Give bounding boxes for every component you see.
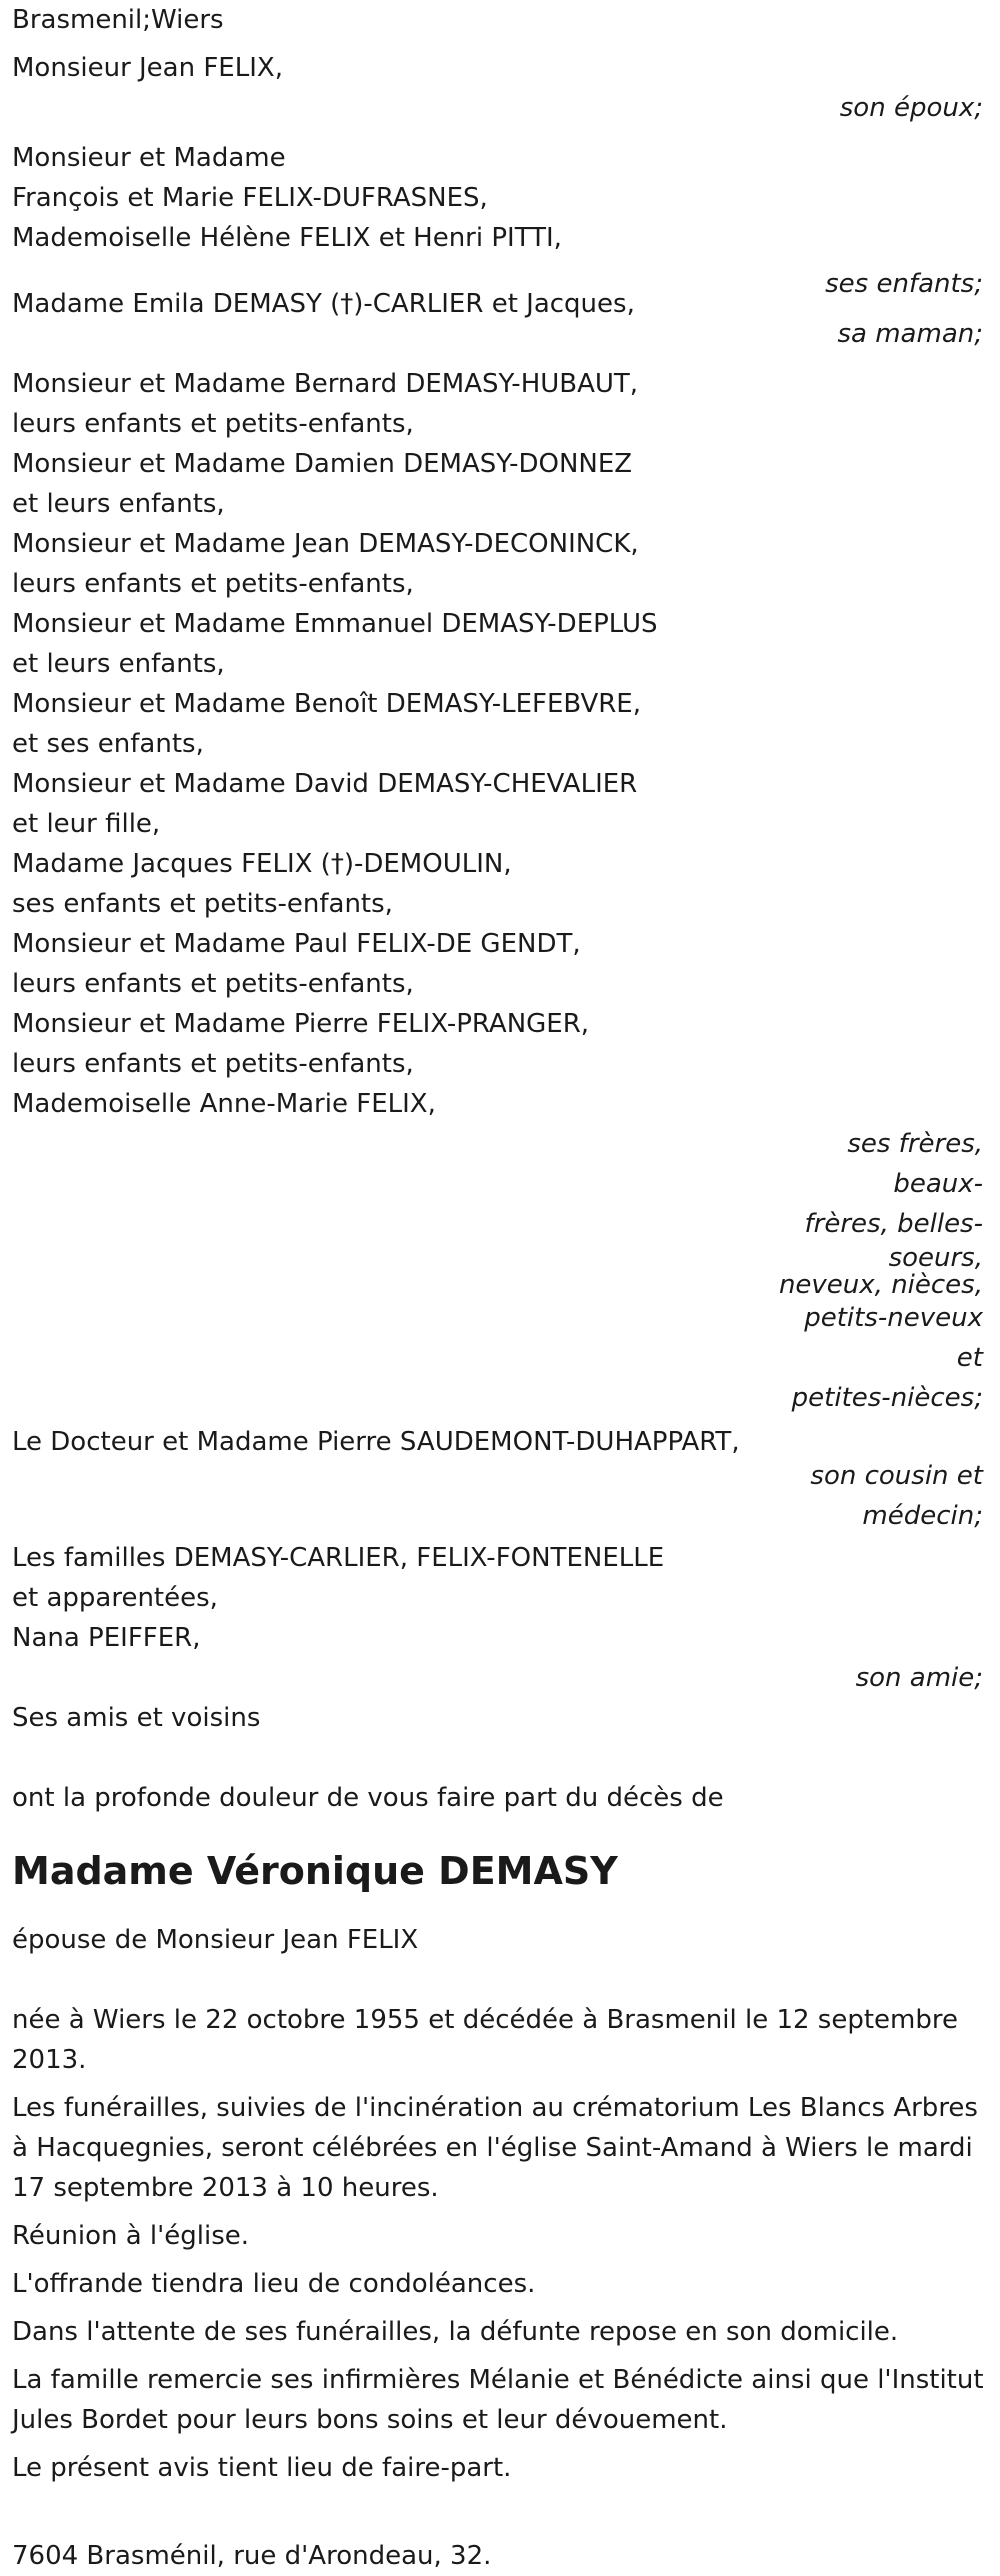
husband-role: son époux; [839,93,983,123]
mother-name: Madame Emila DEMASY (†)-CARLIER et Jacques, [12,289,635,319]
sibling-line: Monsieur et Madame David DEMASY-CHEVALIER [12,769,638,799]
families-line: Nana PEIFFER, [12,1623,201,1653]
friend-role: son amie; [855,1663,983,1693]
detail-paragraph: Réunion à l'église. [12,2221,250,2251]
deceased-spouse: épouse de Monsieur Jean FELIX [12,1925,419,1955]
detail-paragraph: Dans l'attente de ses funérailles, la défunte repose en son domicile. [12,2317,899,2347]
detail-paragraph: Les funérailles, suivies de l'incinération au crématorium Les Blancs Arbres à Hacquegnies, seront célébrées en l'église Saint-Amand à Wiers le mardi 17 septembre 2013 à 10 heures. [12,2093,978,2203]
address: 7604 Brasménil, rue d'Arondeau, 32. [12,2541,492,2571]
sibling-line: leurs enfants et petits-enfants, [12,1049,414,1079]
cousin-role-line: son cousin et [810,1461,983,1491]
children-line: François et Marie FELIX-DUFRASNES, [12,183,488,213]
sibling-line: Madame Jacques FELIX (†)-DEMOULIN, [12,849,512,879]
deceased-name: Madame Véronique DEMASY [12,1849,618,1893]
detail-paragraph: L'offrande tiendra lieu de condoléances. [12,2269,536,2299]
sibling-line: et leur fille, [12,809,161,839]
sibling-line: Monsieur et Madame Pierre FELIX-PRANGER, [12,1009,590,1039]
sibling-line: leurs enfants et petits-enfants, [12,569,414,599]
sibling-line: Monsieur et Madame Damien DEMASY-DONNEZ [12,449,633,479]
siblings-role [772,1124,988,1272]
siblings-role-line: frères, belles- [804,1209,983,1239]
sibling-line: et leurs enfants, [12,489,225,519]
location-header: Brasmenil;Wiers [12,5,224,35]
nephews-role-line: petites-nièces; [791,1383,983,1413]
children-line: Mademoiselle Hélène FELIX et Henri PITTI, [12,223,562,253]
children-line: Monsieur et Madame [12,143,286,173]
sibling-line: ses enfants et petits-enfants, [12,889,393,919]
sibling-line: leurs enfants et petits-enfants, [12,409,414,439]
sibling-line: Monsieur et Madame Bernard DEMASY-HUBAUT, [12,369,639,399]
cousin-name: Le Docteur et Madame Pierre SAUDEMONT-DUHAPPART, [12,1427,740,1457]
cousin-role [772,1456,988,1536]
cousin-role-line: médecin; [862,1501,983,1531]
sibling-line: et leurs enfants, [12,649,225,679]
sibling-line: Mademoiselle Anne-Marie FELIX, [12,1089,436,1119]
detail-paragraph: La famille remercie ses infirmières Mélanie et Bénédicte ainsi que l'Institut Jules Bordet pour leurs bons soins et leur dévouement. [12,2365,984,2435]
siblings-role-line: soeurs, [888,1243,983,1273]
announcement-intro: ont la profonde douleur de vous faire part du décès de [12,1783,724,1813]
sibling-line: Monsieur et Madame Benoît DEMASY-LEFEBVRE, [12,689,641,719]
families-line: Les familles DEMASY-CARLIER, FELIX-FONTENELLE [12,1543,665,1573]
friends-line: Ses amis et voisins [12,1703,261,1733]
nephews-role-line: neveux, nièces, [778,1270,983,1300]
children-role: ses enfants; [825,269,983,299]
nephews-role-line: petits-neveux et [804,1303,983,1373]
sibling-line: et ses enfants, [12,729,204,759]
mother-role: sa maman; [837,319,983,349]
husband-name: Monsieur Jean FELIX, [12,53,283,83]
sibling-line: leurs enfants et petits-enfants, [12,969,414,999]
detail-paragraph: Le présent avis tient lieu de faire-part. [12,2453,512,2483]
sibling-line: Monsieur et Madame Paul FELIX-DE GENDT, [12,929,581,959]
families-line: et apparentées, [12,1583,218,1613]
siblings-role-line: ses frères, beaux- [847,1129,983,1199]
detail-paragraph: née à Wiers le 22 octobre 1955 et décédée à Brasmenil le 12 septembre 2013. [12,2005,958,2075]
sibling-line: Monsieur et Madame Jean DEMASY-DECONINCK, [12,529,639,559]
sibling-line: Monsieur et Madame Emmanuel DEMASY-DEPLUS [12,609,658,639]
nephews-role [772,1272,988,1418]
